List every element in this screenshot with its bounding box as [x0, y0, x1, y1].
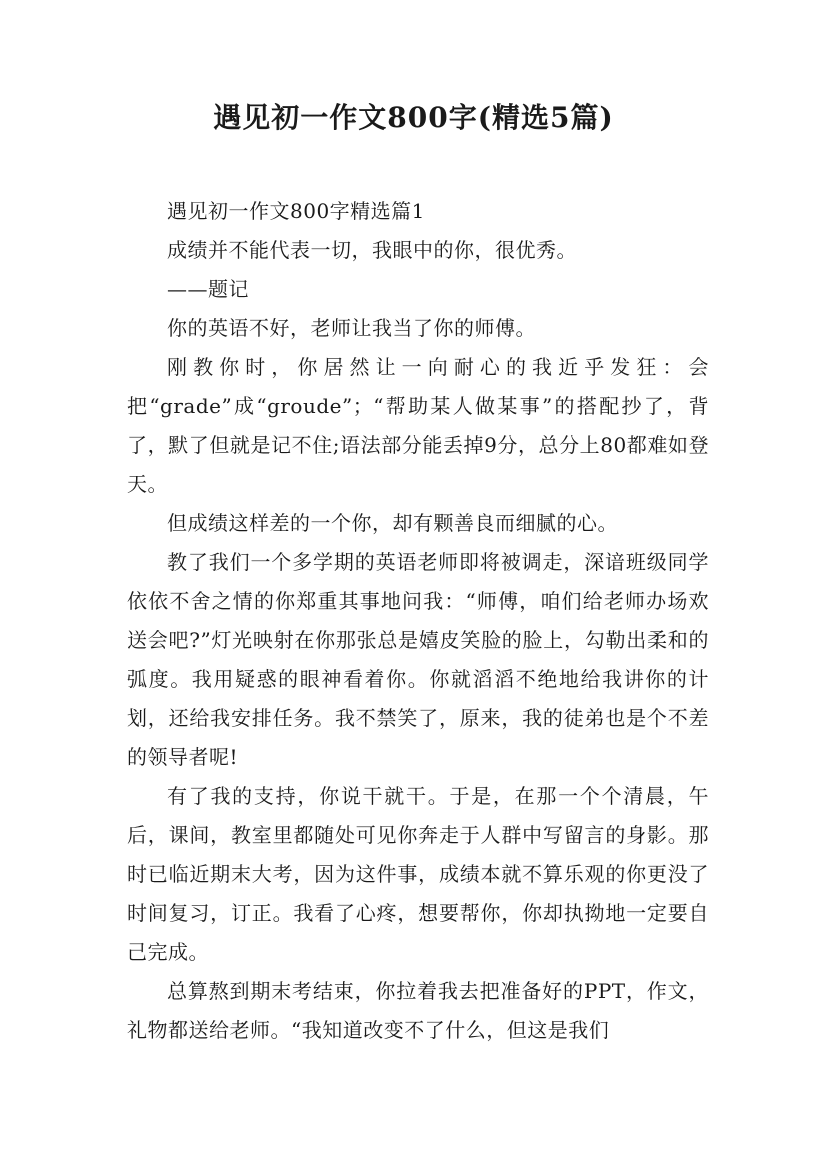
- paragraph: 有了我的支持，你说干就干。于是，在那一个个清晨，午后，课间，教室里都随处可见你奔走于人群中写留言的身影。那时已临近期末大考，因为这件事，成绩本就不算乐观的你更没了时间复习，订正。我看了心疼，想要帮你，你却执拗地一定要自己完成。: [127, 784, 709, 964]
- document-body: [127, 192, 709, 1050]
- paragraph: 刚教你时，你居然让一向耐心的我近乎发狂：会把“grade”成“groude”；“帮助某人做某事”的搭配抄了，背了，默了但就是记不住;语法部分能丢掉9分，总分上80都难如登天。: [127, 355, 709, 496]
- section-heading: 遇见初一作文800字精选篇1: [167, 199, 425, 223]
- paragraph: 总算熬到期末考结束，你拉着我去把准备好的PPT，作文，礼物都送给老师。“我知道改变不了什么，但这是我们: [127, 979, 709, 1042]
- paragraph: 教了我们一个多学期的英语老师即将被调走，深谙班级同学依依不舍之情的你郑重其事地问我：“师傅，咱们给老师办场欢送会吧?”灯光映射在你那张总是嬉皮笑脸的脸上，勾勒出柔和的弧度。我用疑惑的眼神看着你。你就滔滔不绝地给我讲你的计划，还给我安排任务。我不禁笑了，原来，我的徒弟也是个不差的领导者呢!: [127, 550, 709, 769]
- paragraph: 你的英语不好，老师让我当了你的师傅。: [167, 316, 536, 340]
- paragraph: 成绩并不能代表一切，我眼中的你，很优秀。: [167, 238, 577, 262]
- paragraph: 但成绩这样差的一个你，却有颗善良而细腻的心。: [167, 511, 618, 535]
- document-title: 遇见初一作文800字(精选5篇): [213, 101, 614, 134]
- epigraph-label: ——题记: [167, 277, 249, 301]
